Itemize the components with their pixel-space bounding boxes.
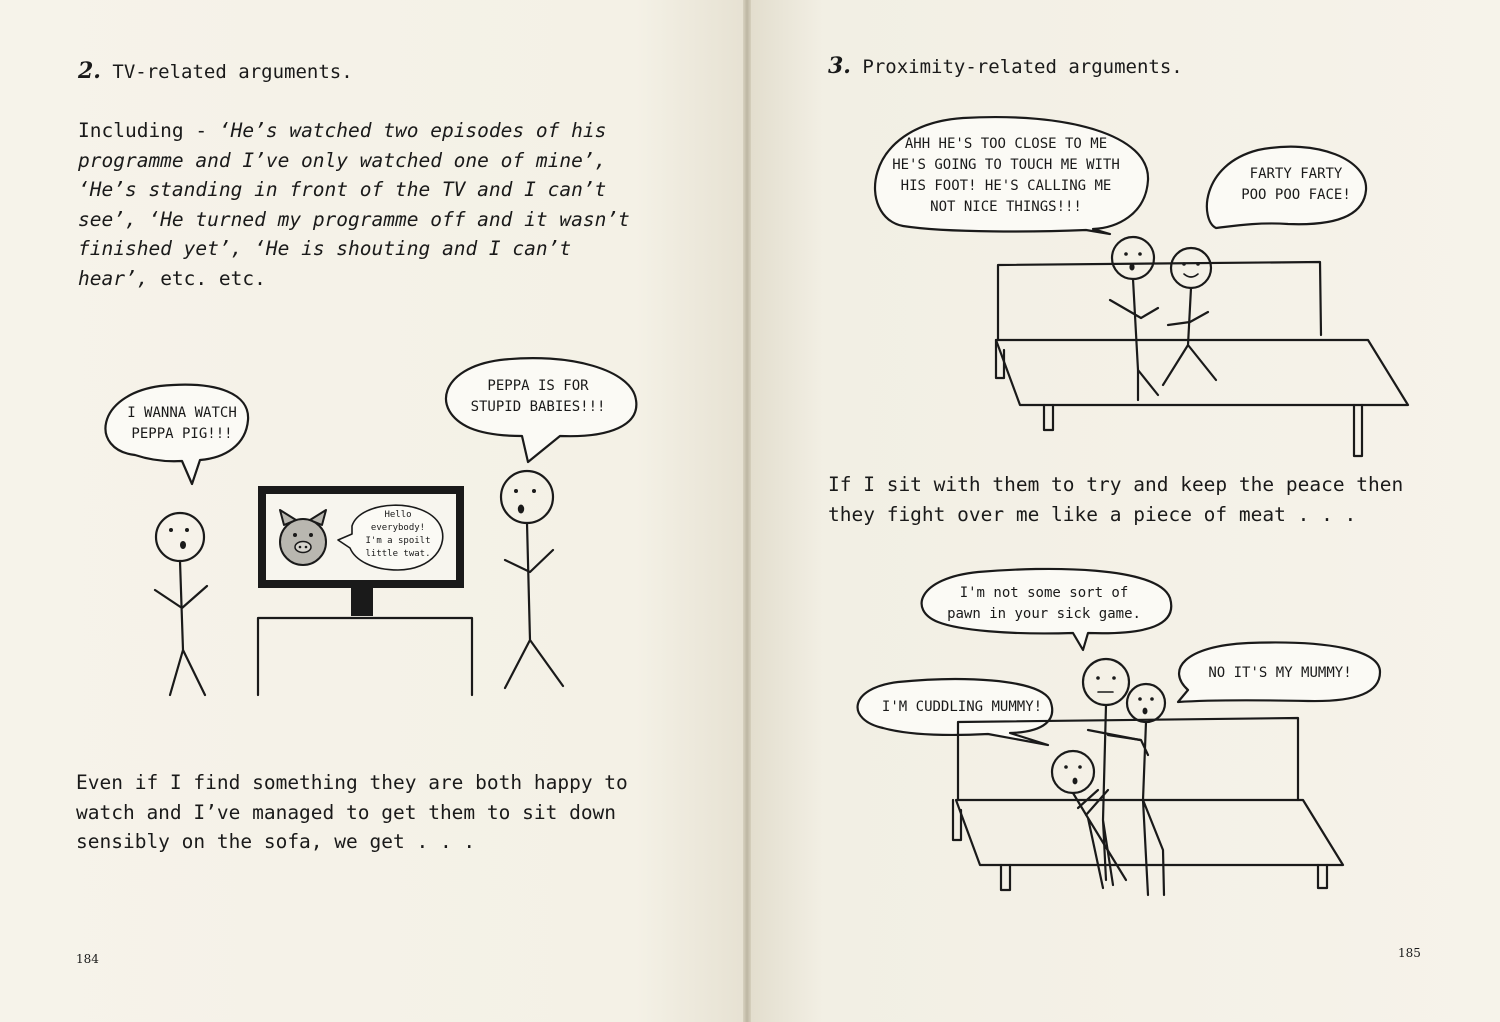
para1-lead: Including - — [78, 119, 219, 142]
pig-icon — [280, 510, 326, 565]
left-heading-text: TV-related arguments. — [112, 61, 353, 83]
right-stick-figure — [501, 471, 563, 688]
comic1-left-speech-bubble-shape — [875, 117, 1148, 234]
comic1-left-bubble-line-4: NOT NICE THINGS!!! — [930, 199, 1082, 215]
right-paragraph-1: If I sit with them to try and keep the peace then they fight over me like a piece of meat . . . — [828, 473, 1404, 526]
tv-bubble-line-1: Hello — [384, 510, 412, 520]
comic2-right-bubble-line: NO IT'S MY MUMMY! — [1208, 665, 1352, 681]
comic2-top-bubble-line-2: pawn in your sick game. — [947, 606, 1141, 622]
right-page-number: 185 — [1398, 946, 1421, 960]
para1-tail: etc. etc. — [148, 266, 266, 290]
comic1-left-bubble-line-2: HE'S GOING TO TOUCH ME WITH — [892, 157, 1120, 173]
left-bubble-line-1: I WANNA WATCH — [127, 405, 237, 421]
left-page — [0, 0, 748, 1022]
tv-bubble-line-3: I'm a spoilt — [365, 536, 431, 546]
para1-quote-4: ‘He is shouting and I can’t hear’, — [78, 237, 572, 290]
comic1-left-bubble-line-3: HIS FOOT! HE'S CALLING ME — [900, 178, 1112, 194]
left-page-number: 184 — [76, 952, 99, 966]
tv-bubble-line-4: little twat. — [365, 549, 431, 559]
para1-quote-2: ‘He’s standing in front of the TV and I can’t see’, — [78, 178, 607, 231]
comic1-scared-child — [1110, 237, 1158, 400]
comic2-mum — [1083, 659, 1140, 885]
comic2-top-bubble-line-1: I'm not some sort of — [959, 585, 1129, 601]
comic1-right-bubble-line-1: FARTY FARTY — [1249, 166, 1343, 182]
book-gutter — [743, 0, 751, 1022]
comic1-smiling-child — [1163, 248, 1216, 385]
tv-bubble-line-2: everybody! — [370, 523, 426, 533]
comic2-left-bubble-line: I'M CUDDLING MUMMY! — [881, 699, 1043, 715]
comic1-left-bubble-line-1: AHH HE'S TOO CLOSE TO ME — [904, 136, 1108, 152]
left-bubble-line-2: PEPPA PIG!!! — [131, 426, 233, 442]
right-heading-number: 3. — [828, 53, 851, 79]
left-paragraph-2: Even if I find something they are both happy to watch and I’ve managed to get them to sit down sensibly on the sofa, we get . . . — [76, 771, 628, 853]
para1-quote-1: ‘He’s watched two episodes of his programme and I’ve only watched one of mine’, — [78, 119, 607, 172]
comic2-sofa — [953, 718, 1343, 890]
comic1-sofa — [996, 262, 1408, 456]
left-heading-number: 2. — [78, 58, 101, 84]
right-bubble-line-2: STUPID BABIES!!! — [470, 399, 606, 415]
left-stick-figure — [155, 513, 207, 695]
comic2-left-child — [1052, 751, 1126, 888]
right-page — [748, 0, 1500, 1022]
right-bubble-line-1: PEPPA IS FOR — [487, 378, 589, 394]
right-heading-text: Proximity-related arguments. — [862, 56, 1183, 78]
tv-comic — [0, 0, 748, 1022]
para1-quote-3: ‘He turned my programme off and it wasn’t finished yet’, — [78, 207, 630, 260]
comic1-right-bubble-line-2: POO POO FACE! — [1241, 187, 1351, 203]
